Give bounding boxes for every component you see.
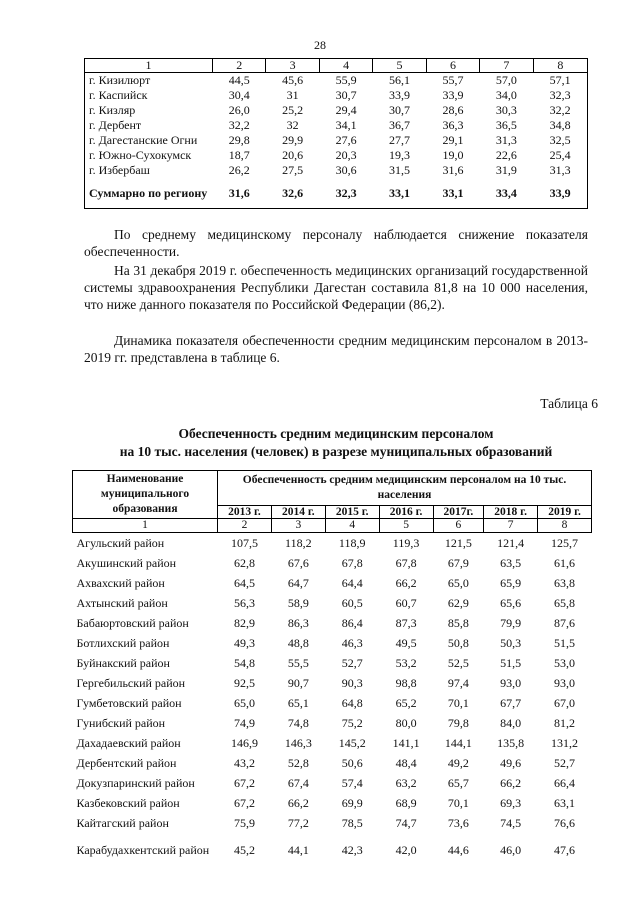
row-name: г. Кизляр bbox=[85, 103, 213, 118]
row-name: Докузпаринский район bbox=[76, 776, 195, 790]
cell-value: 70,1 bbox=[447, 796, 469, 810]
cell-value: 29,1 bbox=[442, 133, 464, 147]
row-name: г. Южно-Сухокумск bbox=[85, 148, 213, 163]
cell-value: 54,8 bbox=[233, 656, 255, 670]
cell-value: 34,8 bbox=[533, 118, 587, 133]
cell-value: 31,6 bbox=[442, 163, 464, 177]
row-name: Ботлихский район bbox=[76, 636, 170, 650]
cell-value: 63,2 bbox=[395, 776, 417, 790]
cell-value: 86,3 bbox=[287, 616, 309, 630]
cell-value: 25,2 bbox=[282, 103, 304, 117]
column-number: 2 bbox=[218, 519, 272, 533]
row-name: Карабудахкентский район bbox=[76, 843, 210, 857]
table-row bbox=[73, 733, 592, 753]
row-name: Казбековский район bbox=[76, 796, 180, 810]
table-row bbox=[73, 673, 592, 693]
cell-value: 69,9 bbox=[341, 796, 363, 810]
cell-value: 67,6 bbox=[287, 556, 309, 570]
cell-value: 33,9 bbox=[533, 178, 587, 209]
cell-value: 31,5 bbox=[389, 163, 411, 177]
cell-value: 53,0 bbox=[554, 656, 576, 670]
cell-value: 33,9 bbox=[389, 88, 411, 102]
cell-value: 67,7 bbox=[500, 696, 522, 710]
cell-value: 66,2 bbox=[287, 796, 309, 810]
cell-value: 52,7 bbox=[341, 656, 363, 670]
row-name: Ахвахский район bbox=[76, 576, 165, 590]
cell-value: 82,9 bbox=[233, 616, 255, 630]
cell-value: 29,9 bbox=[282, 133, 304, 147]
column-number: 3 bbox=[271, 519, 325, 533]
cell-value: 27,5 bbox=[282, 163, 304, 177]
cell-value: 74,5 bbox=[500, 816, 522, 830]
table-row bbox=[85, 163, 588, 178]
cell-value: 49,2 bbox=[447, 756, 469, 770]
cell-value: 52,7 bbox=[554, 756, 576, 770]
cell-value: 19,3 bbox=[389, 148, 411, 162]
cell-value: 46,3 bbox=[341, 636, 363, 650]
table-row bbox=[73, 553, 592, 573]
cell-value: 146,9 bbox=[230, 736, 258, 750]
table-title bbox=[84, 425, 588, 461]
table-row bbox=[73, 593, 592, 613]
column-number: 3 bbox=[266, 59, 319, 73]
cell-value: 131,2 bbox=[551, 736, 579, 750]
column-number: 5 bbox=[373, 59, 426, 73]
cell-value: 64,7 bbox=[287, 576, 309, 590]
row-name: Ахтынский район bbox=[76, 596, 168, 610]
column-number: 7 bbox=[480, 59, 533, 73]
cell-value: 30,4 bbox=[228, 88, 250, 102]
row-name: Агульский район bbox=[76, 536, 165, 550]
cell-value: 62,9 bbox=[447, 596, 469, 610]
row-name: Акушинский район bbox=[76, 556, 177, 570]
cell-value: 44,6 bbox=[447, 843, 469, 857]
cell-value: 32,2 bbox=[228, 118, 250, 132]
column-number: 6 bbox=[426, 59, 479, 73]
table-row bbox=[85, 103, 588, 118]
cell-value: 67,8 bbox=[395, 556, 417, 570]
cell-value: 121,4 bbox=[497, 536, 525, 550]
cell-value: 57,1 bbox=[533, 73, 587, 89]
cell-value: 33,9 bbox=[442, 88, 464, 102]
table-top-header bbox=[85, 59, 588, 73]
row-name: г. Избербаш bbox=[85, 163, 213, 178]
cell-value: 19,0 bbox=[442, 148, 464, 162]
paragraph-1: По среднему медицинскому персоналу наблюдается снижение показателя обеспеченности. bbox=[84, 227, 588, 259]
year-header: 2018 г. bbox=[484, 506, 538, 519]
cell-value: 34,0 bbox=[495, 88, 517, 102]
cell-value: 74,8 bbox=[287, 716, 309, 730]
cell-value: 79,9 bbox=[500, 616, 522, 630]
cell-value: 145,2 bbox=[338, 736, 366, 750]
cell-value: 85,8 bbox=[447, 616, 469, 630]
cell-value: 65,8 bbox=[554, 596, 576, 610]
cell-value: 74,9 bbox=[233, 716, 255, 730]
table-row bbox=[73, 793, 592, 813]
cell-value: 97,4 bbox=[447, 676, 469, 690]
summary-row bbox=[85, 178, 588, 209]
column-number: 4 bbox=[319, 59, 372, 73]
cell-value: 58,9 bbox=[287, 596, 309, 610]
cell-value: 65,0 bbox=[447, 576, 469, 590]
cell-value: 32 bbox=[286, 118, 299, 132]
cell-value: 30,3 bbox=[495, 103, 517, 117]
cell-value: 48,4 bbox=[395, 756, 417, 770]
column-number: 4 bbox=[325, 519, 379, 533]
row-name: Дахадаевский район bbox=[76, 736, 181, 750]
table-row bbox=[73, 573, 592, 593]
page-number: 28 bbox=[314, 38, 326, 52]
cell-value: 119,3 bbox=[392, 536, 420, 550]
cell-value: 64,8 bbox=[341, 696, 363, 710]
cell-value: 90,7 bbox=[287, 676, 309, 690]
cell-value: 73,6 bbox=[447, 816, 469, 830]
cell-value: 118,2 bbox=[285, 536, 312, 550]
cell-value: 67,2 bbox=[233, 796, 255, 810]
row-name: г. Кизилюрт bbox=[85, 73, 213, 89]
cell-value: 146,3 bbox=[284, 736, 312, 750]
cell-value: 76,6 bbox=[554, 816, 576, 830]
cell-value: 49,3 bbox=[233, 636, 255, 650]
cell-value: 33,4 bbox=[480, 178, 533, 209]
row-name: Буйнакский район bbox=[76, 656, 170, 670]
cell-value: 68,9 bbox=[395, 796, 417, 810]
cell-value: 48,8 bbox=[287, 636, 309, 650]
cell-value: 30,7 bbox=[389, 103, 411, 117]
cell-value: 65,7 bbox=[447, 776, 469, 790]
cell-value: 49,5 bbox=[395, 636, 417, 650]
column-number: 8 bbox=[538, 519, 592, 533]
cell-value: 49,6 bbox=[500, 756, 522, 770]
cell-value: 81,2 bbox=[554, 716, 576, 730]
cell-value: 70,1 bbox=[447, 696, 469, 710]
cell-value: 53,2 bbox=[395, 656, 417, 670]
table-title-line2: на 10 тыс. населения (человек) в разрезе муниципальных образований bbox=[119, 444, 553, 459]
column-number: 1 bbox=[85, 59, 213, 73]
cell-value: 60,5 bbox=[341, 596, 363, 610]
table-row bbox=[85, 118, 588, 133]
table-6 bbox=[72, 470, 592, 867]
cell-value: 56,3 bbox=[233, 596, 255, 610]
cell-value: 65,6 bbox=[500, 596, 522, 610]
cell-value: 93,0 bbox=[554, 676, 576, 690]
cell-value: 36,3 bbox=[442, 118, 464, 132]
cell-value: 135,8 bbox=[497, 736, 525, 750]
column-number: 2 bbox=[213, 59, 266, 73]
cell-value: 36,5 bbox=[495, 118, 517, 132]
cell-value: 56,1 bbox=[389, 73, 411, 87]
cell-value: 50,8 bbox=[447, 636, 469, 650]
cell-value: 93,0 bbox=[500, 676, 522, 690]
row-name: Дербентский район bbox=[76, 756, 177, 770]
cell-value: 64,4 bbox=[341, 576, 363, 590]
table-row bbox=[73, 693, 592, 713]
column-number: 5 bbox=[379, 519, 433, 533]
cell-value: 52,5 bbox=[447, 656, 469, 670]
cell-value: 44,5 bbox=[228, 73, 250, 87]
table-row bbox=[73, 753, 592, 773]
cell-value: 144,1 bbox=[444, 736, 472, 750]
cell-value: 84,0 bbox=[500, 716, 522, 730]
year-header: 2014 г. bbox=[271, 506, 325, 519]
table-row bbox=[73, 533, 592, 554]
cell-value: 92,5 bbox=[233, 676, 255, 690]
cell-value: 67,0 bbox=[554, 696, 576, 710]
cell-value: 27,6 bbox=[335, 133, 357, 147]
cell-value: 65,1 bbox=[287, 696, 309, 710]
cell-value: 75,2 bbox=[341, 716, 363, 730]
cell-value: 46,0 bbox=[500, 843, 522, 857]
column-number: 8 bbox=[533, 59, 587, 73]
cell-value: 31,9 bbox=[495, 163, 517, 177]
cell-value: 32,3 bbox=[319, 178, 372, 209]
cell-value: 30,6 bbox=[335, 163, 357, 177]
cell-value: 77,2 bbox=[287, 816, 309, 830]
row-name: Гергебильский район bbox=[76, 676, 186, 690]
cell-value: 34,1 bbox=[335, 118, 357, 132]
table-top bbox=[84, 58, 588, 209]
cell-value: 29,8 bbox=[228, 133, 250, 147]
header-group: Обеспеченность средним медицинским персоналом на 10 тыс. населения bbox=[218, 471, 592, 506]
paragraph-3: Динамика показателя обеспеченности средним медицинским персоналом в 2013-2019 гг. представлена в таблице 6. bbox=[84, 333, 588, 365]
table-row bbox=[73, 613, 592, 633]
cell-value: 107,5 bbox=[230, 536, 258, 550]
cell-value: 63,1 bbox=[554, 796, 576, 810]
cell-value: 57,4 bbox=[341, 776, 363, 790]
cell-value: 51,5 bbox=[554, 636, 576, 650]
cell-value: 32,2 bbox=[533, 103, 587, 118]
cell-value: 45,2 bbox=[233, 843, 255, 857]
cell-value: 26,0 bbox=[228, 103, 250, 117]
cell-value: 67,4 bbox=[287, 776, 309, 790]
table-row bbox=[73, 653, 592, 673]
year-header: 2013 г. bbox=[218, 506, 272, 519]
cell-value: 65,9 bbox=[500, 576, 522, 590]
cell-value: 118,9 bbox=[338, 536, 366, 550]
year-header: 2016 г. bbox=[379, 506, 433, 519]
cell-value: 98,8 bbox=[395, 676, 417, 690]
column-number: 6 bbox=[433, 519, 484, 533]
cell-value: 63,5 bbox=[500, 556, 522, 570]
cell-value: 33,1 bbox=[426, 178, 479, 209]
cell-value: 42,3 bbox=[341, 843, 363, 857]
cell-value: 86,4 bbox=[341, 616, 363, 630]
cell-value: 66,4 bbox=[554, 776, 576, 790]
cell-value: 55,9 bbox=[335, 73, 357, 87]
cell-value: 47,6 bbox=[554, 843, 576, 857]
cell-value: 29,4 bbox=[335, 103, 357, 117]
cell-value: 69,3 bbox=[500, 796, 522, 810]
cell-value: 60,7 bbox=[395, 596, 417, 610]
cell-value: 62,8 bbox=[233, 556, 255, 570]
cell-value: 28,6 bbox=[442, 103, 464, 117]
cell-value: 121,5 bbox=[444, 536, 472, 550]
cell-value: 31 bbox=[286, 88, 299, 102]
cell-value: 65,2 bbox=[395, 696, 417, 710]
row-name: Гумбетовский район bbox=[76, 696, 182, 710]
year-header: 2019 г. bbox=[538, 506, 592, 519]
cell-value: 80,0 bbox=[395, 716, 417, 730]
table-row bbox=[73, 833, 592, 867]
cell-value: 31,3 bbox=[533, 163, 587, 178]
cell-value: 51,5 bbox=[500, 656, 522, 670]
cell-value: 57,0 bbox=[495, 73, 517, 87]
cell-value: 36,7 bbox=[389, 118, 411, 132]
table-caption: Таблица 6 bbox=[540, 396, 598, 411]
cell-value: 67,2 bbox=[233, 776, 255, 790]
cell-value: 32,6 bbox=[266, 178, 319, 209]
column-number: 7 bbox=[484, 519, 538, 533]
cell-value: 64,5 bbox=[233, 576, 255, 590]
cell-value: 43,2 bbox=[233, 756, 255, 770]
cell-value: 78,5 bbox=[341, 816, 363, 830]
table-row bbox=[85, 148, 588, 163]
year-header: 2015 г. bbox=[325, 506, 379, 519]
cell-value: 52,8 bbox=[287, 756, 309, 770]
cell-value: 27,7 bbox=[389, 133, 411, 147]
cell-value: 42,0 bbox=[395, 843, 417, 857]
row-name: г. Дербент bbox=[85, 118, 213, 133]
cell-value: 63,8 bbox=[554, 576, 576, 590]
table-row bbox=[85, 73, 588, 89]
cell-value: 18,7 bbox=[228, 148, 250, 162]
row-name: Гунибский район bbox=[76, 716, 166, 730]
cell-value: 141,1 bbox=[392, 736, 420, 750]
cell-value: 44,1 bbox=[287, 843, 309, 857]
cell-value: 50,6 bbox=[341, 756, 363, 770]
cell-value: 25,4 bbox=[533, 148, 587, 163]
cell-value: 32,5 bbox=[533, 133, 587, 148]
cell-value: 67,9 bbox=[447, 556, 469, 570]
cell-value: 20,6 bbox=[282, 148, 304, 162]
table-row bbox=[73, 633, 592, 653]
cell-value: 125,7 bbox=[551, 536, 579, 550]
cell-value: 87,3 bbox=[395, 616, 417, 630]
row-name: Бабаюртовский район bbox=[76, 616, 189, 630]
table-row bbox=[73, 813, 592, 833]
paragraph-2: На 31 декабря 2019 г. обеспеченность медицинских организаций государственной системы здравоохранения Республики Дагестан составила 81,8 на 10 000 населения, что ниже данного показателя по Российской Федерации (86,2). bbox=[84, 263, 588, 312]
cell-value: 22,6 bbox=[495, 148, 517, 162]
cell-value: 90,3 bbox=[341, 676, 363, 690]
cell-value: 87,6 bbox=[554, 616, 576, 630]
table-row bbox=[85, 133, 588, 148]
row-name: Суммарно по региону bbox=[85, 178, 213, 209]
cell-value: 75,9 bbox=[233, 816, 255, 830]
cell-value: 74,7 bbox=[395, 816, 417, 830]
cell-value: 31,6 bbox=[213, 178, 266, 209]
table-row bbox=[73, 773, 592, 793]
table-row bbox=[73, 713, 592, 733]
cell-value: 26,2 bbox=[228, 163, 250, 177]
cell-value: 61,6 bbox=[554, 556, 576, 570]
header-name: Наименование муниципального образования bbox=[73, 471, 218, 519]
cell-value: 32,3 bbox=[533, 88, 587, 103]
cell-value: 31,3 bbox=[495, 133, 517, 147]
table-row bbox=[85, 88, 588, 103]
cell-value: 33,1 bbox=[373, 178, 426, 209]
cell-value: 66,2 bbox=[500, 776, 522, 790]
cell-value: 55,5 bbox=[287, 656, 309, 670]
column-number: 1 bbox=[73, 519, 218, 533]
row-name: г. Каспийск bbox=[85, 88, 213, 103]
row-name: г. Дагестанские Огни bbox=[85, 133, 213, 148]
cell-value: 45,6 bbox=[282, 73, 304, 87]
cell-value: 20,3 bbox=[335, 148, 357, 162]
row-name: Кайтагский район bbox=[76, 816, 169, 830]
year-header: 2017г. bbox=[433, 506, 484, 519]
cell-value: 50,3 bbox=[500, 636, 522, 650]
cell-value: 79,8 bbox=[447, 716, 469, 730]
table-title-line1: Обеспеченность средним медицинским персоналом bbox=[178, 426, 494, 441]
cell-value: 67,8 bbox=[341, 556, 363, 570]
cell-value: 66,2 bbox=[395, 576, 417, 590]
cell-value: 65,0 bbox=[233, 696, 255, 710]
cell-value: 55,7 bbox=[442, 73, 464, 87]
cell-value: 30,7 bbox=[335, 88, 357, 102]
